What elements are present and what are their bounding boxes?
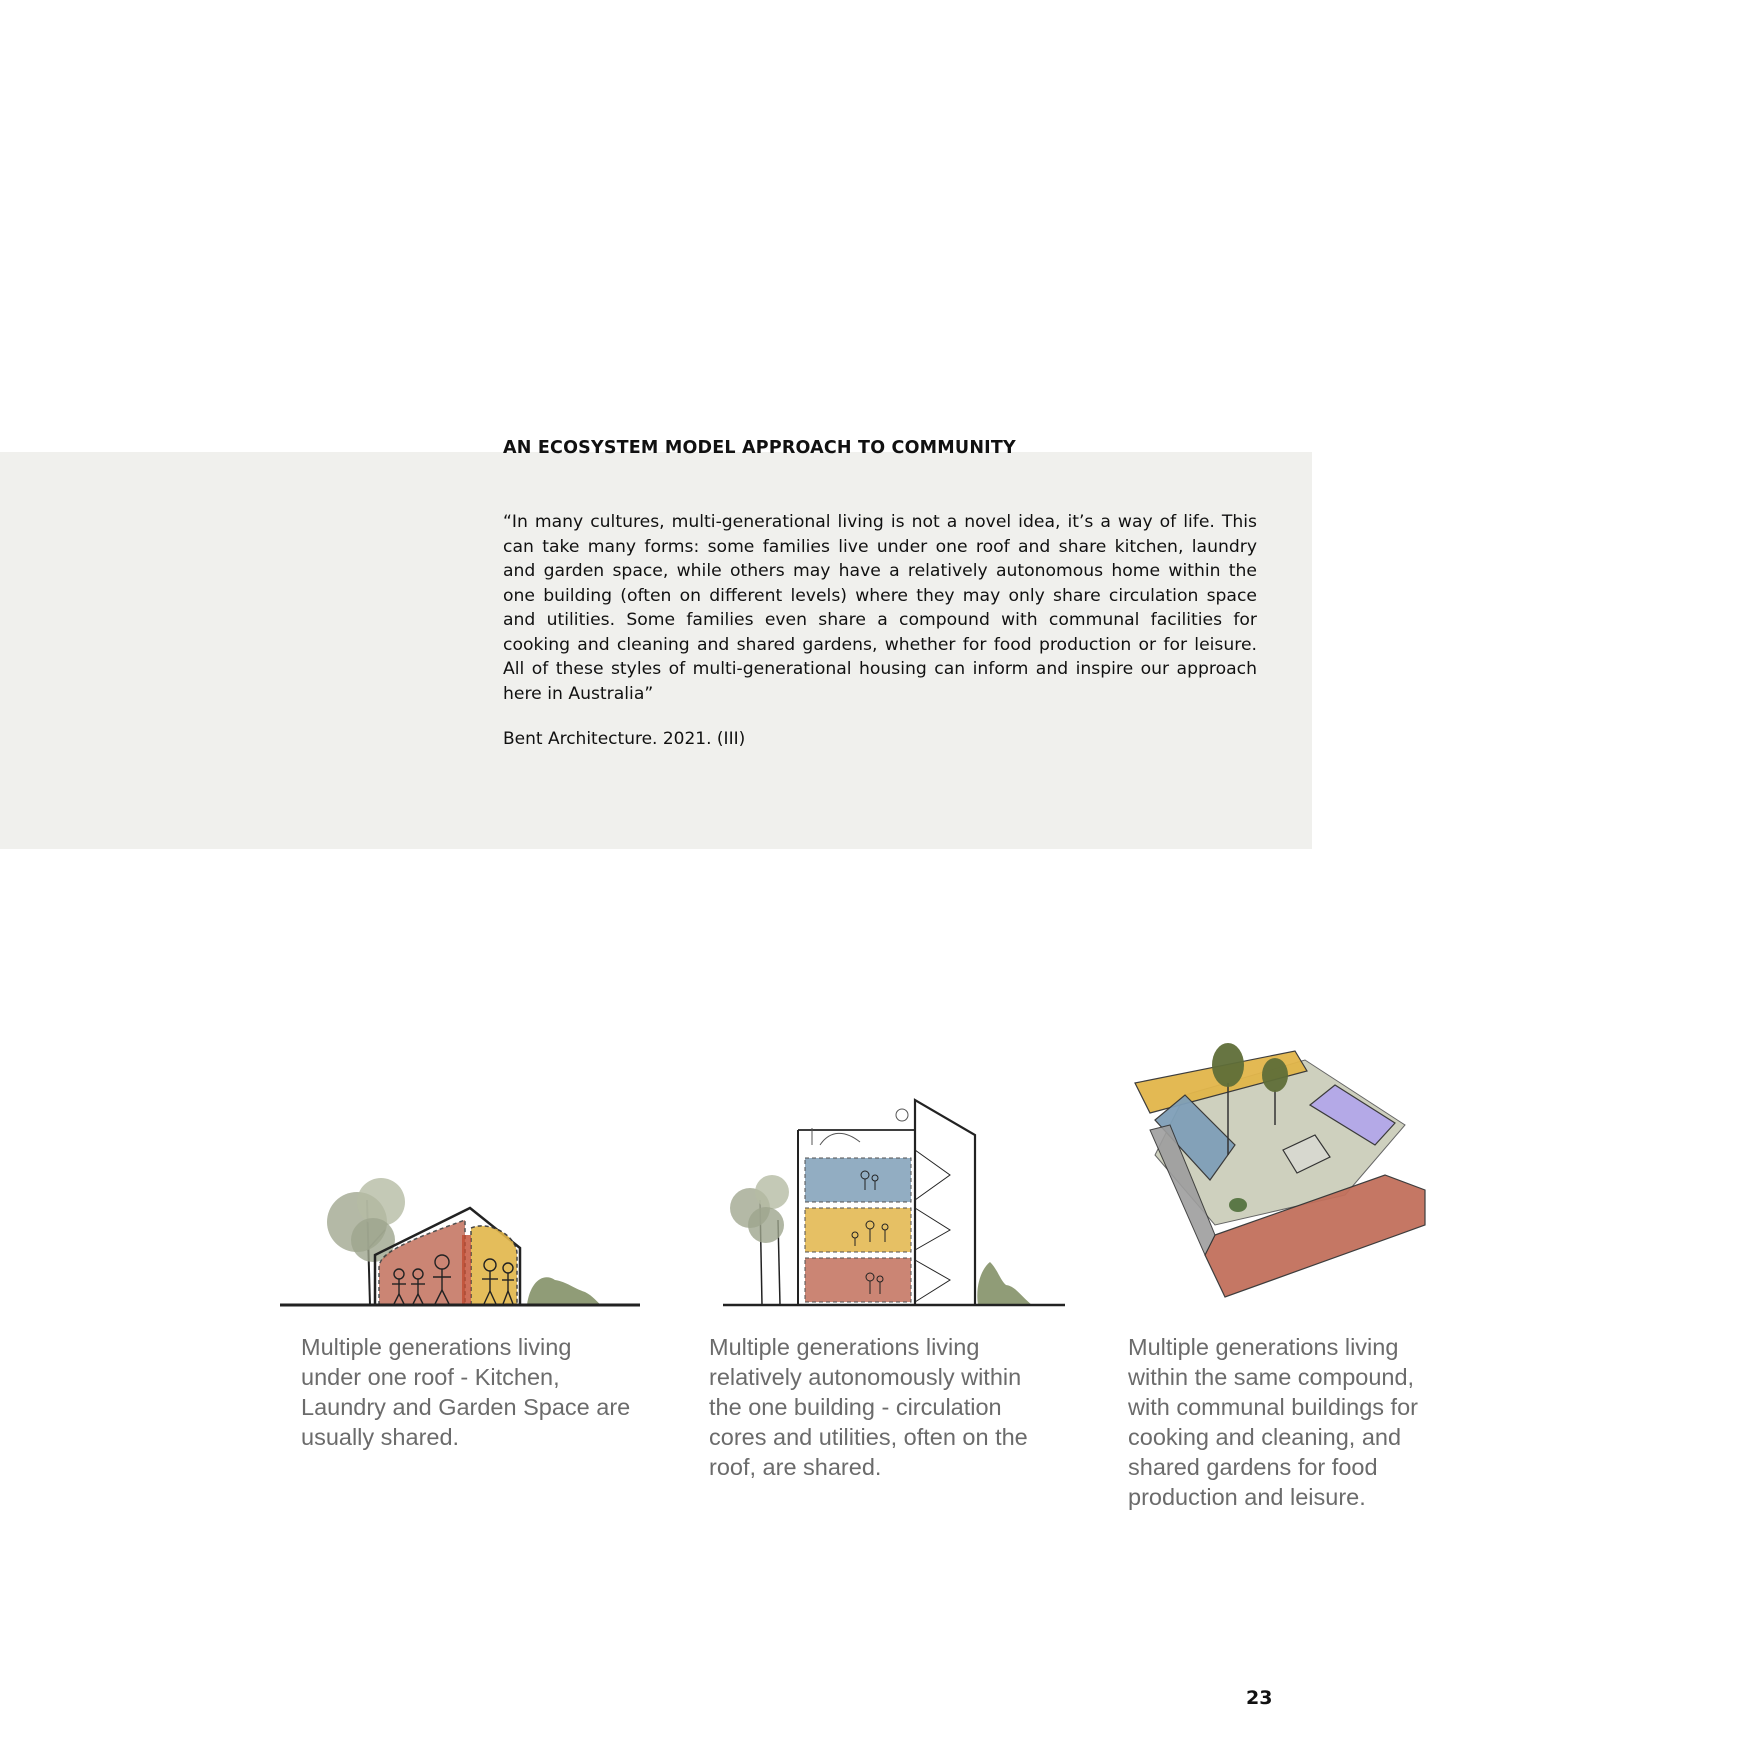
caption-line: Multiple generations living bbox=[301, 1334, 572, 1360]
caption-stacked-building bbox=[709, 1332, 1028, 1482]
house-icon bbox=[375, 1208, 520, 1305]
section-heading: AN ECOSYSTEM MODEL APPROACH TO COMMUNITY bbox=[503, 438, 1016, 458]
caption-line: Multiple generations living bbox=[1128, 1334, 1399, 1360]
building-icon bbox=[798, 1100, 975, 1305]
illustration-stacked-building bbox=[720, 1090, 1070, 1310]
caption-line: Laundry and Garden Space are bbox=[301, 1394, 631, 1420]
illustration-one-roof bbox=[275, 1050, 650, 1320]
caption-line: cooking and cleaning, and bbox=[1128, 1424, 1402, 1450]
caption-line: usually shared. bbox=[301, 1424, 460, 1450]
caption-compound bbox=[1128, 1332, 1418, 1512]
caption-line: within the same compound, bbox=[1128, 1364, 1415, 1390]
shrub-icon bbox=[977, 1262, 1032, 1305]
caption-line: cores and utilities, often on the bbox=[709, 1424, 1028, 1450]
caption-line: relatively autonomously within bbox=[709, 1364, 1022, 1390]
caption-line: the one building - circulation bbox=[709, 1394, 1002, 1420]
page-number: 23 bbox=[1246, 1687, 1273, 1709]
caption-line: roof, are shared. bbox=[709, 1454, 882, 1480]
caption-line: Multiple generations living bbox=[709, 1334, 980, 1360]
caption-line: under one roof - Kitchen, bbox=[301, 1364, 560, 1390]
quote-citation: Bent Architecture. 2021. (III) bbox=[503, 729, 746, 749]
caption-line: shared gardens for food bbox=[1128, 1454, 1378, 1480]
caption-line: with communal buildings for bbox=[1128, 1394, 1418, 1420]
shrub-icon bbox=[527, 1277, 601, 1305]
caption-one-roof bbox=[301, 1332, 630, 1452]
illustration-compound bbox=[1125, 1035, 1465, 1310]
quote-text: “In many cultures, multi-generational living is not a novel idea, it’s a way of life. This can take many forms: some families live under one roof and share kitchen, laundry and garden space, while others may have a relatively autonomous home within the one building (often on different levels) where they may only share circulation space and utilities. Some families even share a compound with communal facilities for cooking and cleaning and shared gardens, whether for food production or for leisure. All of these styles of multi-generational housing can inform and inspire our approach here in Australia” bbox=[503, 512, 1257, 704]
tree-icon bbox=[730, 1175, 789, 1305]
caption-line: production and leisure. bbox=[1128, 1484, 1366, 1510]
